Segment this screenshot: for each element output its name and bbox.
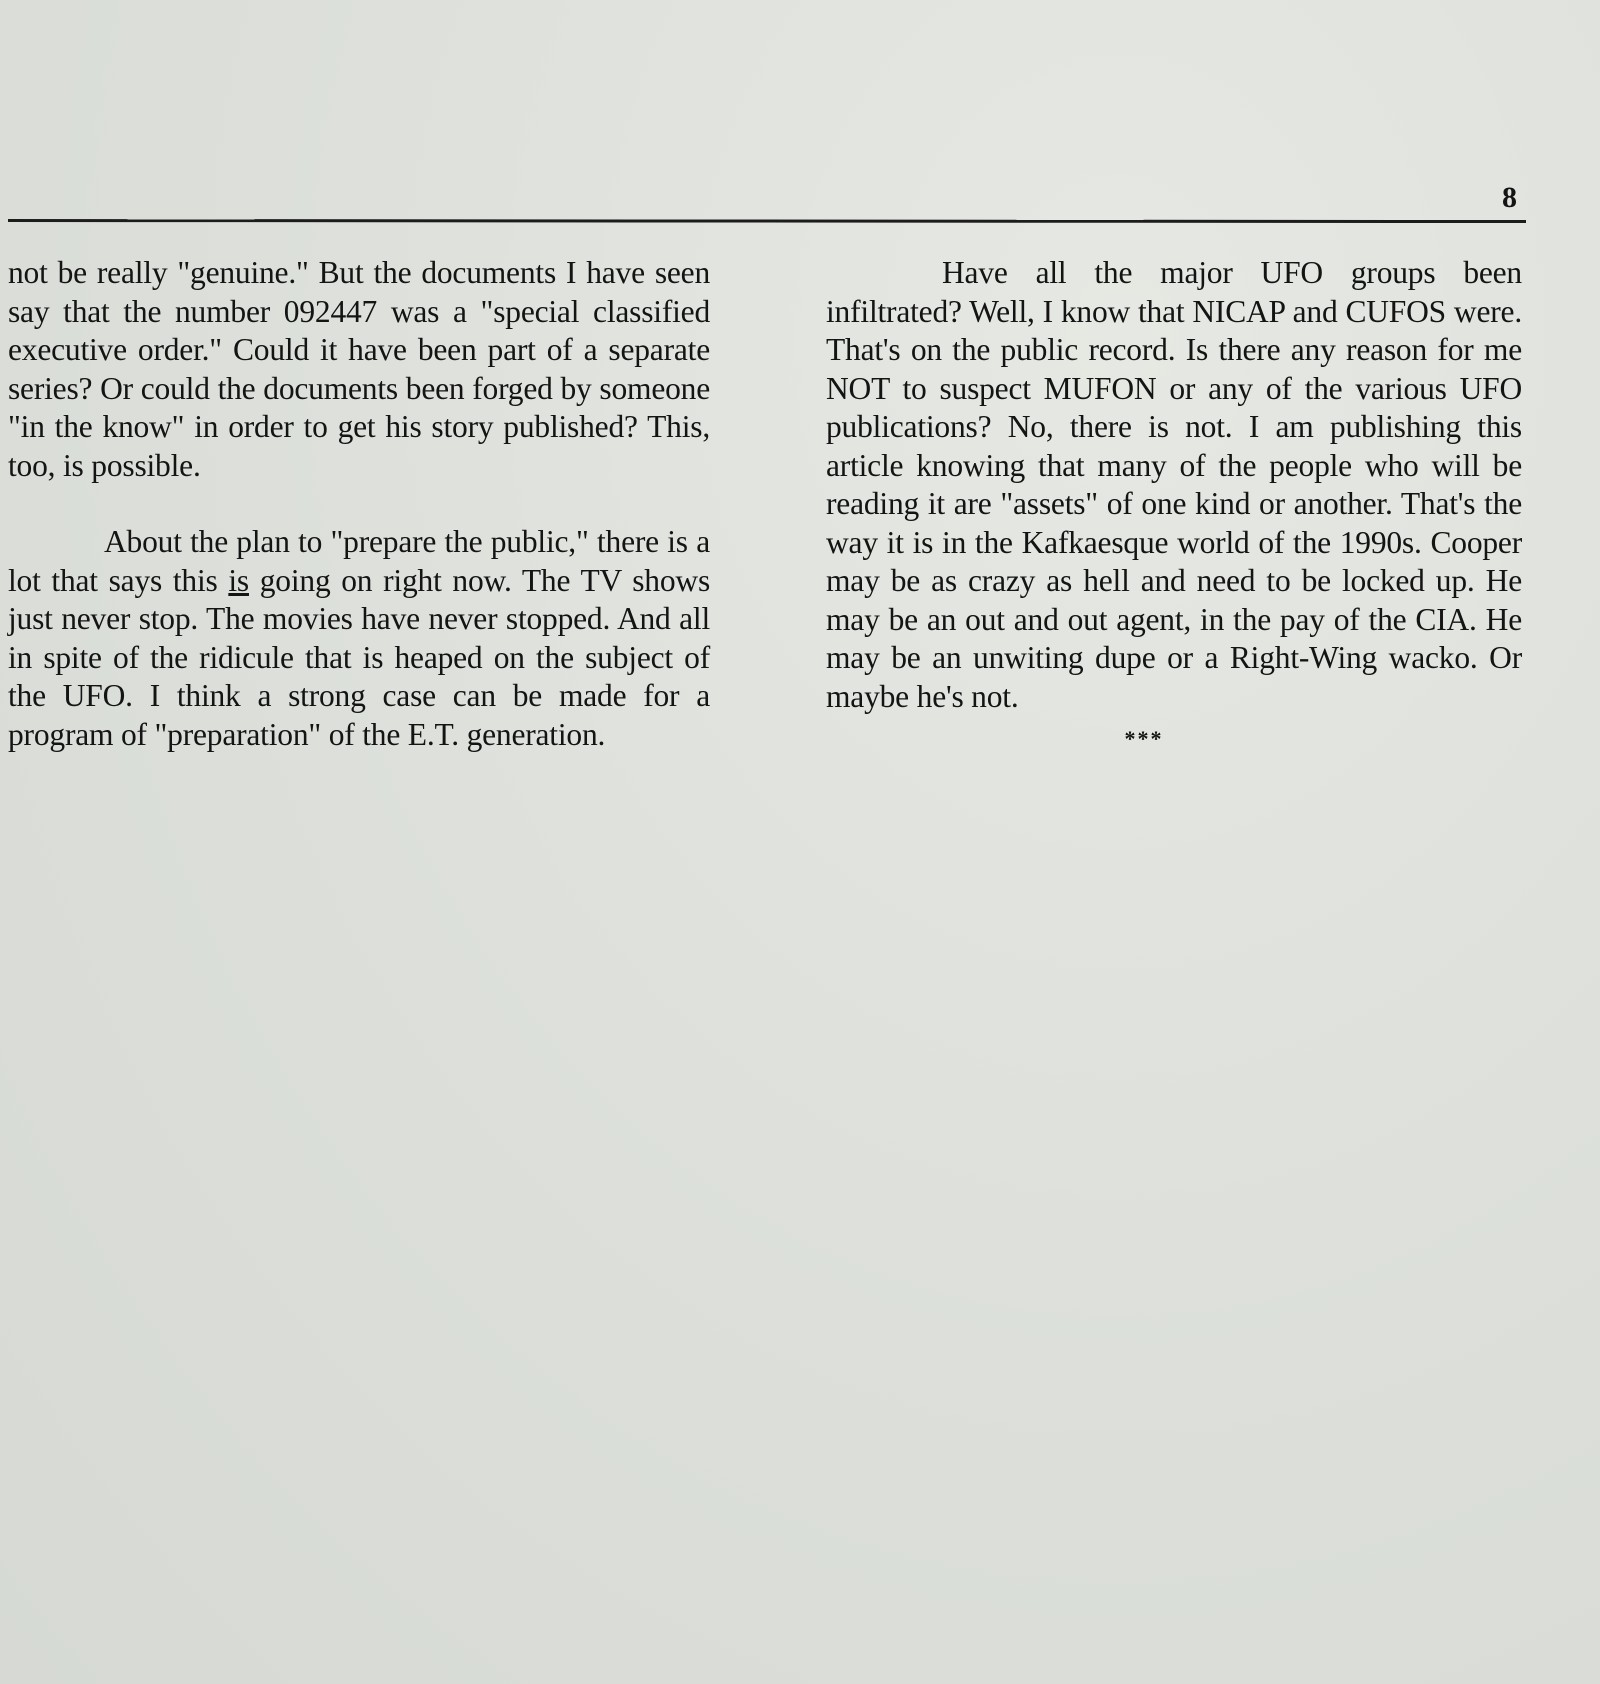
left-paragraph-2-end: going on right now. The TV shows just never stop. The movies have never stopped. And all in spite of the ridicule that is heaped on the subject of the UFO. I think a strong case can be made for a program of "preparation" of the E.T. generation. bbox=[8, 562, 711, 752]
left-column bbox=[8, 254, 710, 754]
left-paragraph-2-start: About the plan to "prepare the public," there is a lot that says this bbox=[8, 524, 710, 598]
left-paragraph-1: not be really "genuine." But the documents I have seen say that the number 092447 was a "special classified executive order." Could it have been part of a separate series? Or could the documents been forged by someone "in the know" in order to get his story published? This, too, is possible. bbox=[8, 255, 710, 483]
page-number: 8 bbox=[1502, 181, 1517, 214]
header-rule bbox=[8, 219, 1526, 223]
section-break: *** bbox=[1124, 726, 1164, 751]
right-paragraph-1: Have all the major UFO groups been infiltrated? Well, I know that NICAP and CUFOS were. That's on the public record. Is there any reason for me NOT to suspect MUFON or any of the various UFO publications? No, there is not. I am publishing this article knowing that many of the people who will be reading it are "assets" of one kind or another. That's the way it is in the Kafkaesque world of the 1990s. Cooper may be as crazy as hell and need to be locked up. He may be an out and out agent, in the pay of the CIA. He may be an unwiting dupe or a Right-Wing wacko. Or maybe he's not. bbox=[826, 255, 1522, 714]
right-column bbox=[826, 254, 1522, 759]
left-paragraph-2 bbox=[8, 523, 710, 754]
underlined-word: is bbox=[228, 562, 249, 598]
